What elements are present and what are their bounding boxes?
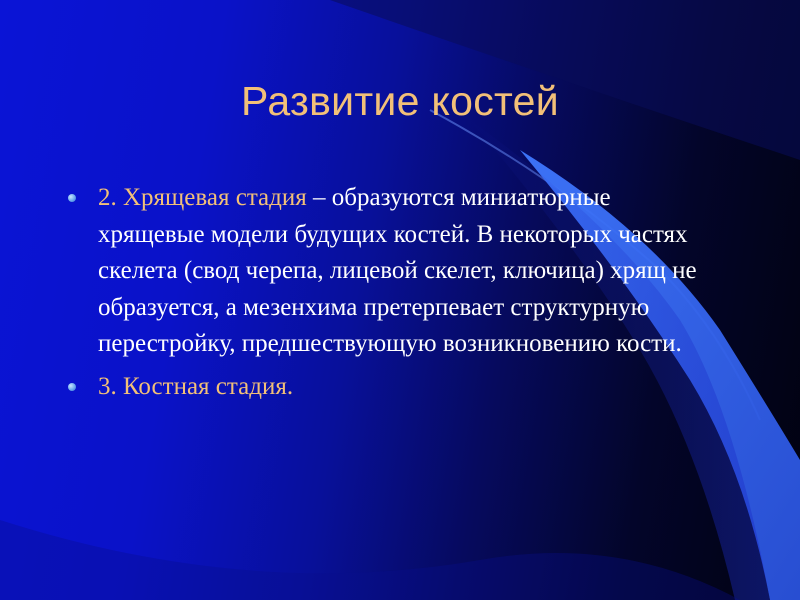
slide-title: Развитие костей bbox=[241, 78, 559, 124]
bullet-lead: 3. Костная стадия. bbox=[98, 372, 294, 400]
slide-body bbox=[68, 180, 708, 411]
decor-wave-bottom bbox=[0, 520, 740, 600]
bullet-item bbox=[68, 369, 708, 406]
bullet-text: – образуются миниатюрные хрящевые модели будущих костей. В некоторых частях скелета (свод черепа, лицевой скелет, ключица) хрящ не образуется, а мезенхима претерпевает структурную перестройку, предшествующую возникновению кости. bbox=[98, 184, 697, 357]
bullet-dot-icon bbox=[68, 194, 76, 202]
bullet-item bbox=[68, 180, 708, 363]
bullet-lead: 2. Хрящевая стадия bbox=[98, 184, 307, 211]
bullet-dot-icon bbox=[68, 383, 76, 391]
